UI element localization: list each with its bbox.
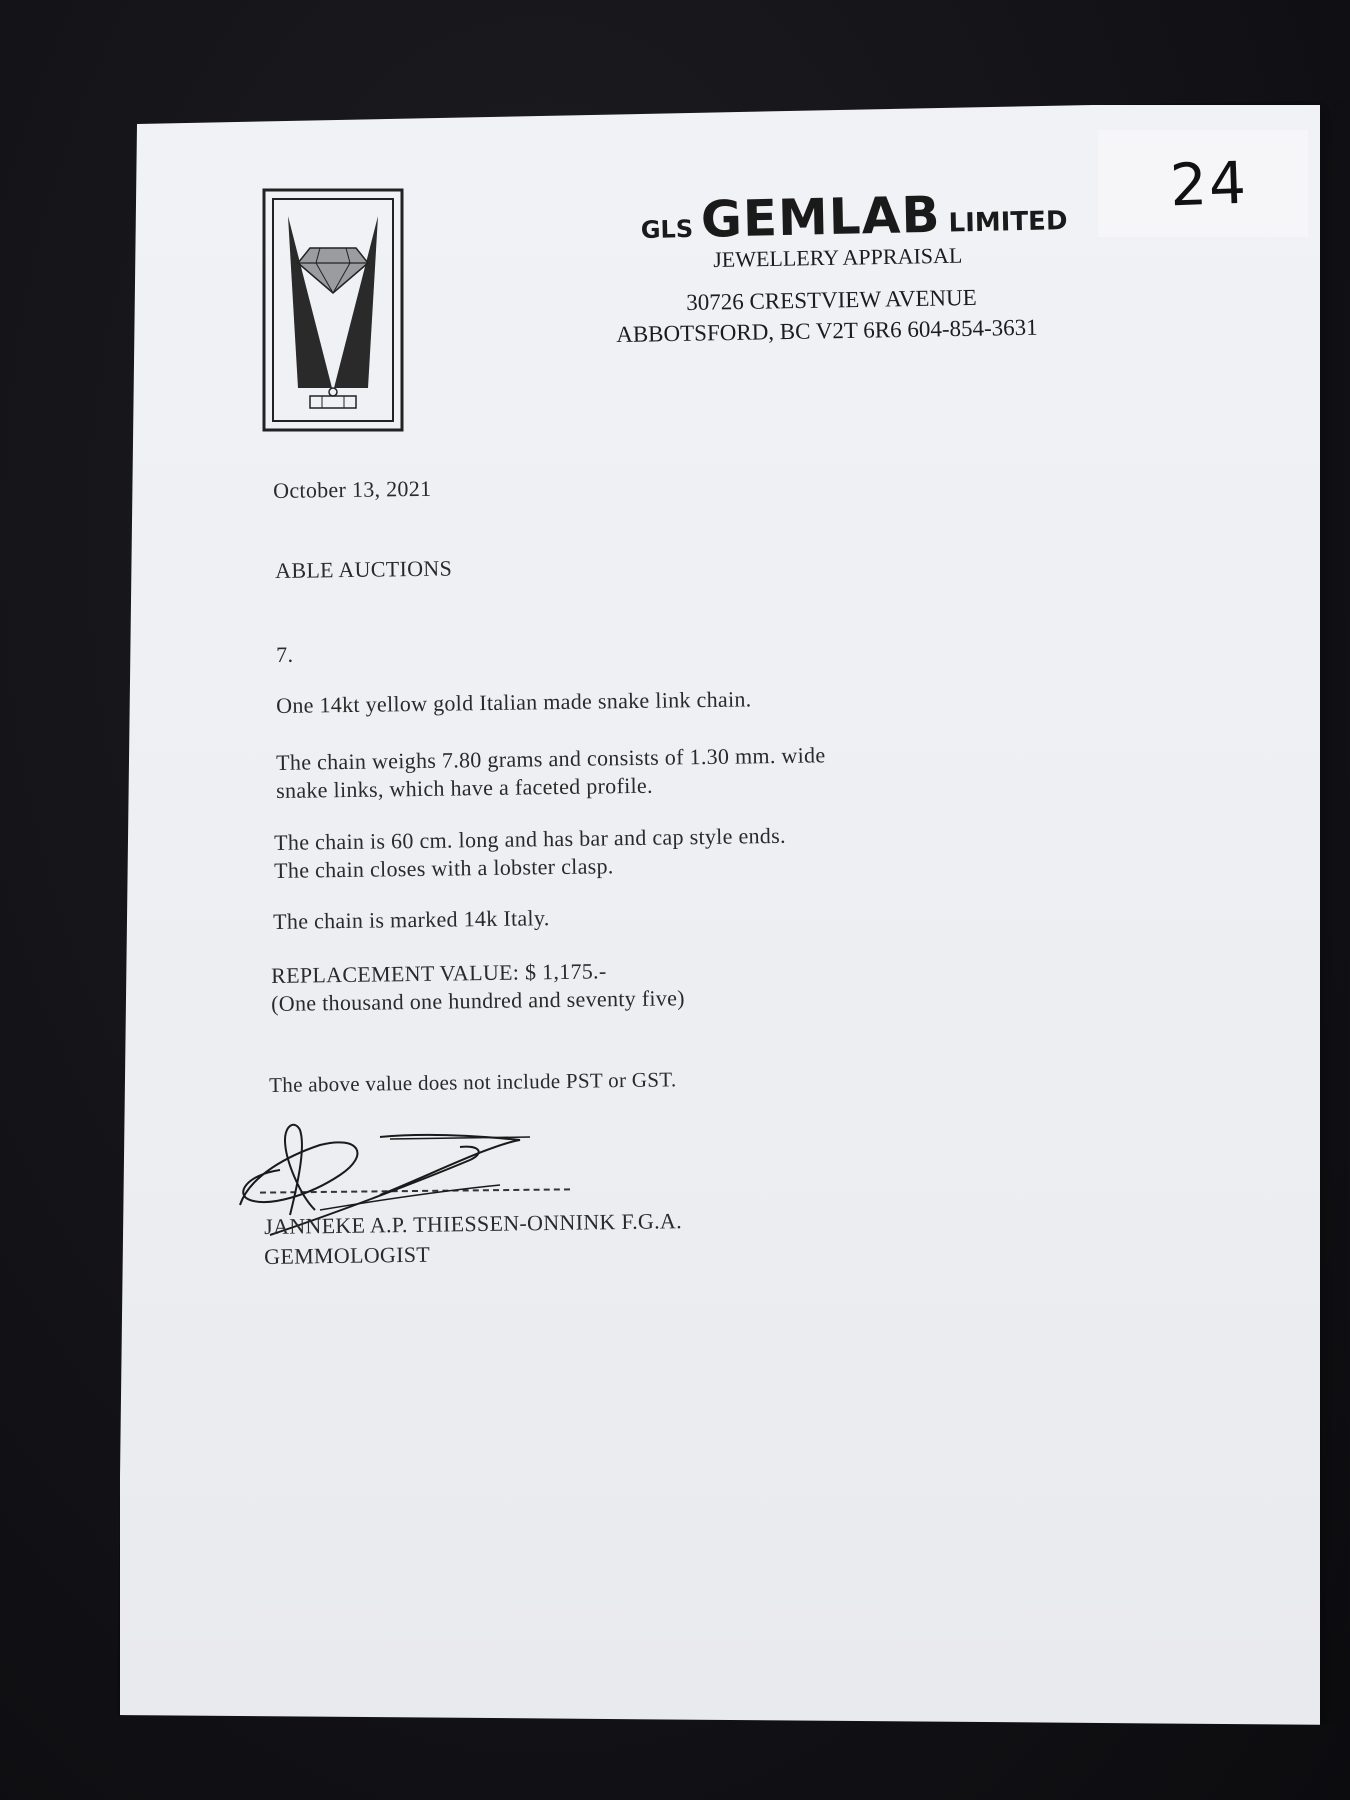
brand-suffix: LIMITED	[948, 206, 1068, 239]
address-line-1: 30726 CRESTVIEW AVENUE	[686, 284, 977, 315]
length-line-2: The chain closes with a lobster clasp.	[274, 853, 614, 883]
letter-date: October 13, 2021	[273, 475, 432, 503]
tax-note: The above value does not include PST or GST.	[269, 1067, 677, 1097]
signer-name: JANNEKE A.P. THIESSEN-ONNINK F.G.A.	[264, 1208, 683, 1239]
marking-line: The chain is marked 14k Italy.	[273, 905, 550, 934]
length-line-1: The chain is 60 cm. long and has bar and cap style ends.	[274, 822, 786, 855]
recipient: ABLE AUCTIONS	[275, 555, 453, 583]
gemlab-logo-icon	[262, 188, 404, 432]
weight-line-2: snake links, which have a faceted profile.	[276, 772, 653, 803]
brand-name: GEMLAB	[700, 185, 942, 249]
value-in-words: (One thousand one hundred and seventy five)	[271, 985, 685, 1016]
item-number: 7.	[276, 641, 294, 667]
letterhead-brand	[640, 183, 1068, 250]
signer-title: GEMMOLOGIST	[264, 1241, 431, 1269]
address-line-2: ABBOTSFORD, BC V2T 6R6 604-854-3631	[616, 314, 1038, 347]
replacement-value: REPLACEMENT VALUE: $ 1,175.-	[271, 958, 607, 988]
brand-prefix: GLS	[640, 214, 694, 244]
lot-number: 24	[1168, 148, 1249, 220]
weight-line-1: The chain weighs 7.80 grams and consists of 1.30 mm. wide	[276, 742, 826, 775]
letterhead-subtitle: JEWELLERY APPRAISAL	[713, 242, 963, 272]
item-description: One 14kt yellow gold Italian made snake link chain.	[276, 686, 752, 718]
